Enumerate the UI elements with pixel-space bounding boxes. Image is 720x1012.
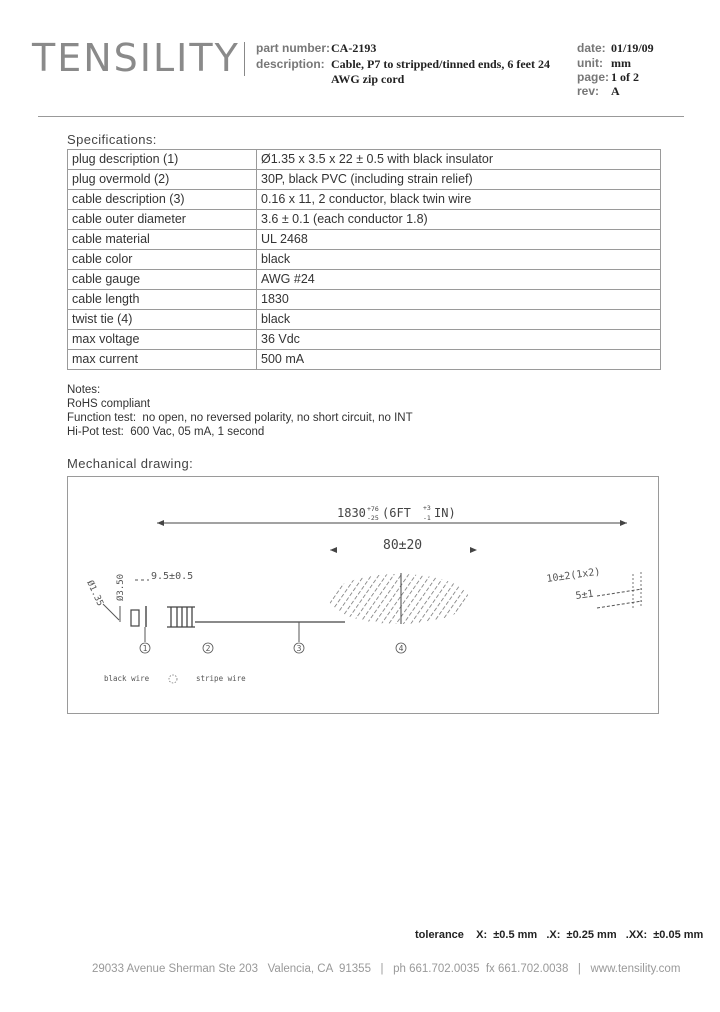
page-value: 1 of 2 [611,70,639,84]
spec-label: plug description (1) [68,150,257,170]
table-row [68,250,661,270]
spec-value: 36 Vdc [257,330,661,350]
date-label: date: [577,41,606,55]
table-row [68,190,661,210]
note-line: Hi-Pot test: 600 Vac, 05 mA, 1 second [67,426,265,438]
table-row [68,270,661,290]
coil-arrow-right-icon [470,547,477,553]
cable-coil [329,574,469,624]
spec-label: plug overmold (2) [68,170,257,190]
spec-label: cable color [68,250,257,270]
callout-2: 2 [205,644,211,653]
rev-value: A [611,84,620,98]
overall-inch-lower: -1 [423,514,431,522]
spec-value: 1830 [257,290,661,310]
spec-value: black [257,310,661,330]
spec-label: cable material [68,230,257,250]
overall-inch-upper: +3 [423,504,431,512]
spec-value: UL 2468 [257,230,661,250]
strip-wire-1 [597,589,642,596]
overall-arrow-left-icon [157,520,164,526]
table-row [68,350,661,370]
specifications-table [67,149,661,370]
spec-value: 0.16 x 11, 2 conductor, black twin wire [257,190,661,210]
coil-dimension-text: 80±20 [383,538,423,553]
spec-label: max current [68,350,257,370]
overall-arrow-right-icon [620,520,627,526]
overall-tol-upper: +76 [367,505,379,513]
spec-value: 30P, black PVC (including strain relief) [257,170,661,190]
part-number-value: CA-2193 [331,41,377,55]
table-row [68,290,661,310]
mechanical-drawing [67,476,659,714]
header-divider [38,116,684,117]
spec-value: black [257,250,661,270]
description-line-2: AWG zip cord [331,72,405,86]
callout-1: 1 [142,644,148,653]
date-value: 01/19/09 [611,41,654,55]
spec-label: max voltage [68,330,257,350]
rev-label: rev: [577,84,600,98]
plug-tip [131,610,139,626]
spec-label: cable length [68,290,257,310]
table-row [68,310,661,330]
coil-arrow-left-icon [330,547,337,553]
notes-title: Notes: [67,384,101,396]
unit-value: mm [611,56,631,70]
mechanical-drawing-title: Mechanical drawing: [67,456,194,471]
table-row [68,230,661,250]
spec-value: Ø1.35 x 3.5 x 22 ± 0.5 with black insulator [257,150,661,170]
footer-address: 29033 Avenue Sherman Ste 203 Valencia, CA 91355 | ph 661.702.0035 fx 661.702.0038 | www.tensility.com [92,963,681,975]
strip-wire-2 [597,601,642,608]
overall-inch-pre: (6FT [382,506,411,520]
strip-dimension-text: 10±2(1x2) [545,566,602,585]
company-logo: TENSILITY [32,36,240,80]
description-label: description: [256,57,325,71]
overall-length-text: 1830 [337,506,366,520]
spec-value: 500 mA [257,350,661,370]
spec-label: twist tie (4) [68,310,257,330]
legend-black-wire: black wire [104,674,150,683]
spec-label: cable description (3) [68,190,257,210]
plug-diameter-2-text: Ø3.50 [116,573,126,601]
table-row [68,170,661,190]
unit-label: unit: [577,56,603,70]
part-number-label: part number: [256,41,331,55]
logo-divider [244,42,245,76]
specifications-title: Specifications: [67,132,157,147]
spec-value: 3.6 ± 0.1 (each conductor 1.8) [257,210,661,230]
plug-diameter-1-text: Ø1.35 [84,579,105,608]
table-row [68,330,661,350]
legend-symbol-icon [169,675,177,683]
tolerance-line: tolerance X: ±0.5 mm .X: ±0.25 mm .XX: ±0.05 mm [415,929,704,941]
page-label: page: [577,70,610,84]
spec-value: AWG #24 [257,270,661,290]
notes-block [67,383,413,439]
legend-stripe-wire: stripe wire [196,674,246,683]
callout-4: 4 [398,644,404,653]
plug-length-text: 9.5±0.5 [151,571,194,582]
table-row [68,150,661,170]
note-line: Function test: no open, no reversed polarity, no short circuit, no INT [67,412,413,424]
plug-dia-leader-1 [103,604,119,620]
tin-dimension-text: 5±1 [574,588,595,602]
callout-3: 3 [296,644,302,653]
overall-tol-lower: -25 [367,514,379,522]
note-line: RoHS compliant [67,398,151,410]
overall-inch-post: IN) [434,506,456,520]
spec-label: cable outer diameter [68,210,257,230]
spec-label: cable gauge [68,270,257,290]
table-row [68,210,661,230]
description-line-1: Cable, P7 to stripped/tinned ends, 6 feet 24 [331,57,550,71]
